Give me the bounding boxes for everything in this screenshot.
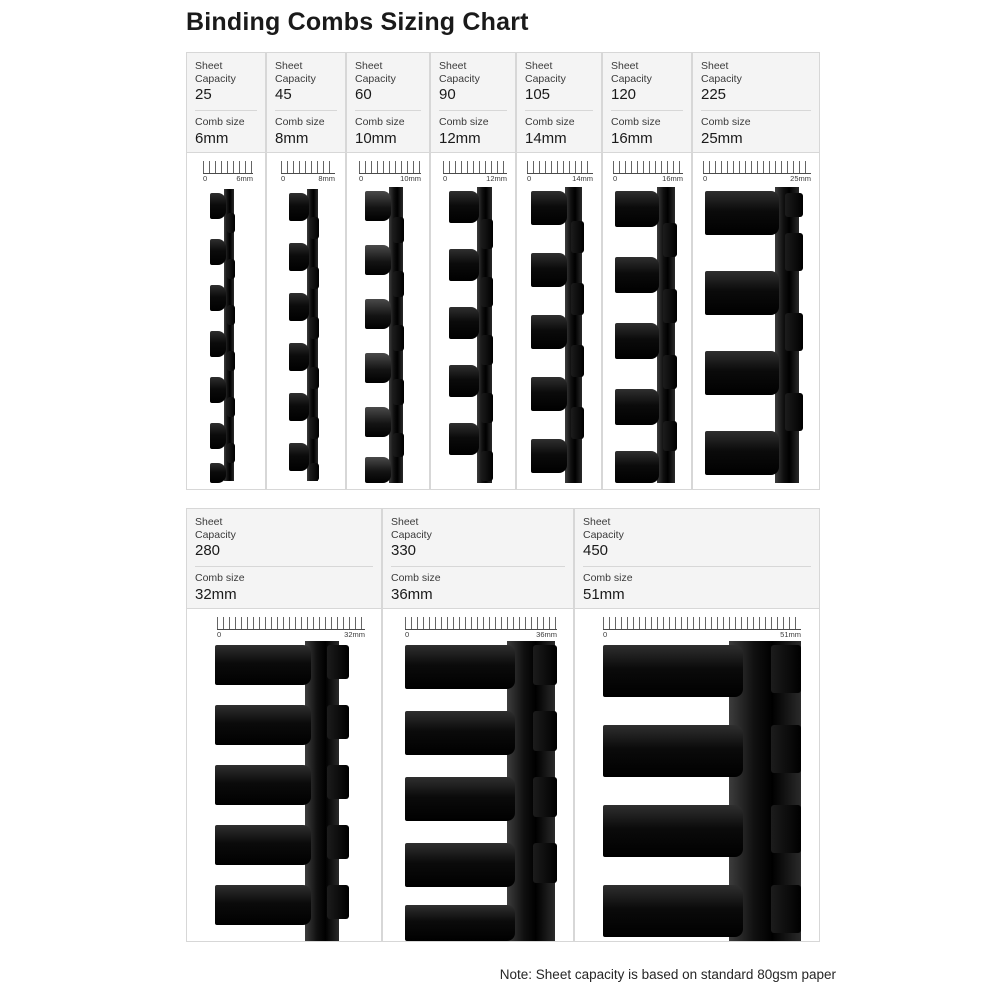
ruler-zero-label: 0 <box>703 174 708 183</box>
comb-image <box>347 153 429 489</box>
comb-card-51mm <box>574 508 820 942</box>
sheet-capacity-value: 60 <box>355 86 372 103</box>
comb-size-value: 32mm <box>195 585 237 603</box>
divider <box>195 566 373 567</box>
comb-card-14mm <box>516 52 602 490</box>
comb-image <box>603 153 691 489</box>
footnote: Note: Sheet capacity is based on standard 80gsm paper <box>499 967 836 982</box>
ruler-max-label: 8mm <box>318 174 335 183</box>
comb-size-label: Comb size <box>275 116 325 128</box>
sheet-capacity-label-line2: Capacity <box>391 528 432 541</box>
comb-size-label: Comb size <box>195 572 245 584</box>
comb-image <box>693 153 819 489</box>
comb-size-value: 51mm <box>583 585 625 603</box>
ruler-zero-label: 0 <box>217 630 222 639</box>
ruler-max-label: 6mm <box>236 174 253 183</box>
comb-size-label: Comb size <box>439 116 489 128</box>
page-title: Binding Combs Sizing Chart <box>186 8 529 36</box>
comb-card-12mm <box>430 52 516 490</box>
sheet-capacity-label-line1: Sheet <box>355 60 383 72</box>
comb-card-header <box>383 509 573 609</box>
ruler-zero-label: 0 <box>527 174 532 183</box>
comb-graphic <box>603 153 691 489</box>
divider <box>583 566 811 567</box>
sheet-capacity-value: 45 <box>275 86 292 103</box>
comb-size-label: Comb size <box>195 116 245 128</box>
divider <box>439 110 507 111</box>
divider <box>275 110 337 111</box>
sheet-capacity-label-line1: Sheet <box>275 60 303 72</box>
comb-size-value: 12mm <box>439 129 481 147</box>
comb-size-value: 16mm <box>611 129 653 147</box>
comb-graphic <box>187 153 265 489</box>
comb-size-value: 14mm <box>525 129 567 147</box>
comb-card-header <box>603 53 691 153</box>
divider <box>525 110 593 111</box>
comb-graphic <box>431 153 515 489</box>
comb-card-25mm <box>692 52 820 490</box>
comb-card-header <box>347 53 429 153</box>
ruler-max-label: 36mm <box>536 630 557 639</box>
sheet-capacity-value: 450 <box>583 542 609 559</box>
sheet-capacity-label-line1: Sheet <box>701 60 729 72</box>
comb-image <box>267 153 345 489</box>
sheet-capacity-value: 120 <box>611 86 637 103</box>
sheet-capacity-label-line2: Capacity <box>355 72 396 85</box>
sheet-capacity-value: 105 <box>525 86 551 103</box>
comb-card-36mm <box>382 508 574 942</box>
ruler-zero-label: 0 <box>613 174 618 183</box>
sheet-capacity-label-line1: Sheet <box>583 516 611 528</box>
sheet-capacity-label-line1: Sheet <box>525 60 553 72</box>
comb-card-header <box>431 53 515 153</box>
comb-image <box>517 153 601 489</box>
comb-image <box>187 609 381 941</box>
sheet-capacity-label-line2: Capacity <box>195 528 236 541</box>
sheet-capacity-label-line2: Capacity <box>195 72 236 85</box>
comb-card-header <box>517 53 601 153</box>
ruler-max-label: 10mm <box>400 174 421 183</box>
sheet-capacity-value: 330 <box>391 542 417 559</box>
comb-card-header <box>575 509 819 609</box>
sheet-capacity-label-line2: Capacity <box>701 72 742 85</box>
comb-image <box>431 153 515 489</box>
comb-size-value: 36mm <box>391 585 433 603</box>
comb-graphic <box>187 609 381 941</box>
comb-graphic <box>517 153 601 489</box>
comb-card-6mm <box>186 52 266 490</box>
divider <box>391 566 565 567</box>
comb-size-value: 6mm <box>195 129 229 147</box>
ruler-zero-label: 0 <box>603 630 608 639</box>
comb-graphic <box>383 609 573 941</box>
comb-card-header <box>187 53 265 153</box>
comb-graphic <box>347 153 429 489</box>
sheet-capacity-value: 225 <box>701 86 727 103</box>
sheet-capacity-value: 90 <box>439 86 456 103</box>
sheet-capacity-label-line2: Capacity <box>275 72 316 85</box>
comb-card-header <box>267 53 345 153</box>
divider <box>611 110 683 111</box>
comb-size-label: Comb size <box>525 116 575 128</box>
comb-image <box>383 609 573 941</box>
sheet-capacity-value: 25 <box>195 86 212 103</box>
comb-image <box>575 609 819 941</box>
comb-card-header <box>693 53 819 153</box>
sheet-capacity-value: 280 <box>195 542 221 559</box>
comb-card-header <box>187 509 381 609</box>
comb-size-value: 25mm <box>701 129 743 147</box>
sheet-capacity-label-line2: Capacity <box>525 72 566 85</box>
comb-size-label: Comb size <box>583 572 633 584</box>
sheet-capacity-label-line1: Sheet <box>195 60 223 72</box>
ruler-max-label: 12mm <box>486 174 507 183</box>
comb-graphic <box>267 153 345 489</box>
ruler-zero-label: 0 <box>203 174 208 183</box>
ruler-max-label: 25mm <box>790 174 811 183</box>
divider <box>195 110 257 111</box>
ruler-max-label: 51mm <box>780 630 801 639</box>
ruler-zero-label: 0 <box>443 174 448 183</box>
ruler-max-label: 14mm <box>572 174 593 183</box>
divider <box>701 110 811 111</box>
comb-size-label: Comb size <box>355 116 405 128</box>
comb-graphic <box>575 609 819 941</box>
comb-size-label: Comb size <box>701 116 751 128</box>
sheet-capacity-label-line1: Sheet <box>439 60 467 72</box>
divider <box>355 110 421 111</box>
sheet-capacity-label-line2: Capacity <box>439 72 480 85</box>
sheet-capacity-label-line1: Sheet <box>611 60 639 72</box>
ruler-max-label: 16mm <box>662 174 683 183</box>
comb-size-value: 10mm <box>355 129 397 147</box>
comb-card-8mm <box>266 52 346 490</box>
ruler-max-label: 32mm <box>344 630 365 639</box>
sheet-capacity-label-line1: Sheet <box>195 516 223 528</box>
sheet-capacity-label-line2: Capacity <box>611 72 652 85</box>
comb-image <box>187 153 265 489</box>
comb-size-value: 8mm <box>275 129 309 147</box>
comb-size-label: Comb size <box>611 116 661 128</box>
comb-card-10mm <box>346 52 430 490</box>
ruler-zero-label: 0 <box>281 174 286 183</box>
comb-graphic <box>693 153 819 489</box>
ruler-zero-label: 0 <box>359 174 364 183</box>
ruler-zero-label: 0 <box>405 630 410 639</box>
sheet-capacity-label-line1: Sheet <box>391 516 419 528</box>
comb-card-16mm <box>602 52 692 490</box>
comb-card-32mm <box>186 508 382 942</box>
comb-size-label: Comb size <box>391 572 441 584</box>
sheet-capacity-label-line2: Capacity <box>583 528 624 541</box>
